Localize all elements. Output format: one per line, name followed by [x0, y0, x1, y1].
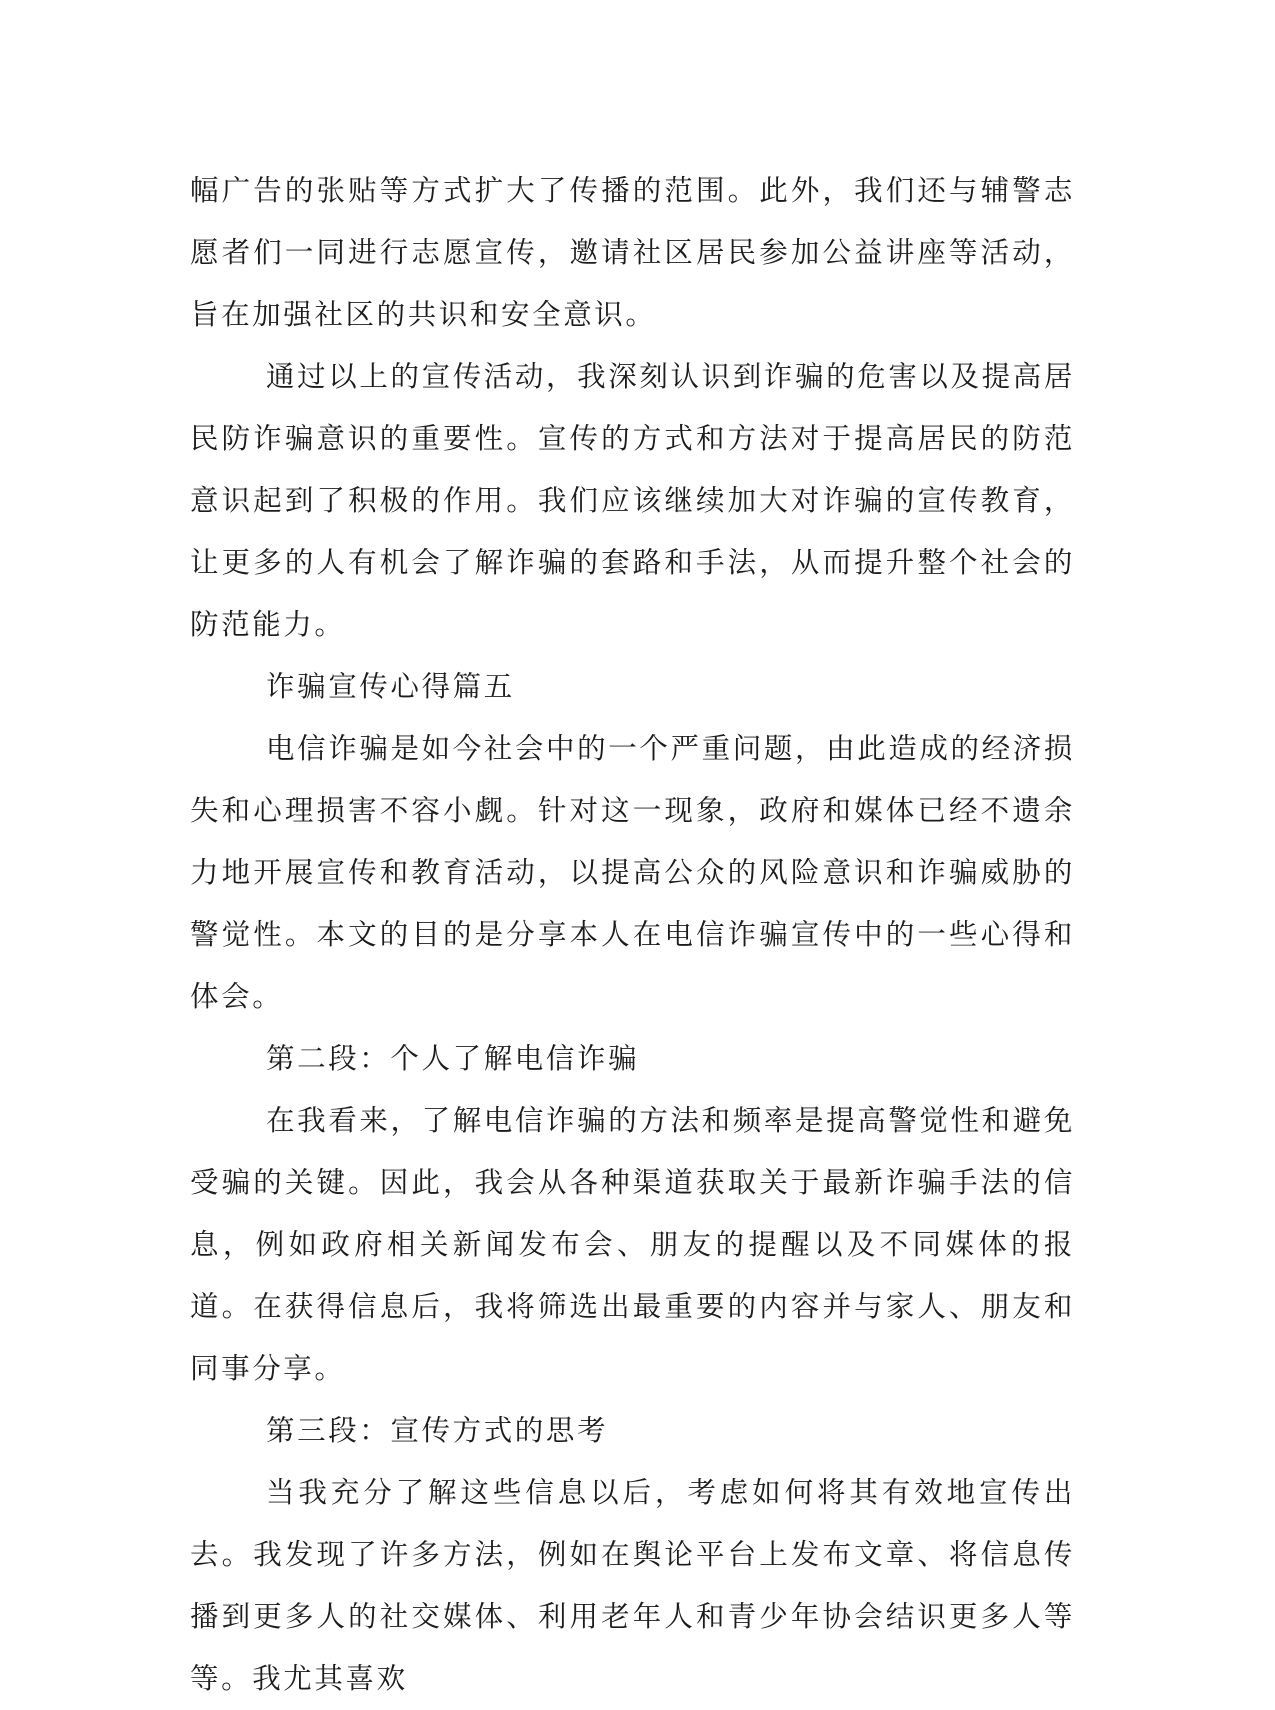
paragraph-continuation: 幅广告的张贴等方式扩大了传播的范围。此外，我们还与辅警志愿者们一同进行志愿宣传，邀请社区居民参加公益讲座等活动，旨在加强社区的共识和安全意识。: [190, 174, 1075, 331]
paragraph-understanding: 在我看来，了解电信诈骗的方法和频率是提高警觉性和避免受骗的关键。因此，我会从各种渠道获取关于最新诈骗手法的信息，例如政府相关新闻发布会、朋友的提醒以及不同媒体的报道。在获得信息后，我将筛选出最重要的内容并与家人、朋友和同事分享。: [190, 1104, 1075, 1385]
section-heading-third: 第三段：宣传方式的思考: [266, 1414, 609, 1447]
section-heading-second: 第二段：个人了解电信诈骗: [266, 1042, 640, 1075]
document-body: [190, 160, 1075, 1710]
section-heading-part-five: 诈骗宣传心得篇五: [266, 670, 515, 703]
paragraph-reflection: 通过以上的宣传活动，我深刻认识到诈骗的危害以及提高居民防诈骗意识的重要性。宣传的方式和方法对于提高居民的防范意识起到了积极的作用。我们应该继续加大对诈骗的宣传教育，让更多的人有机会了解诈骗的套路和手法，从而提升整个社会的防范能力。: [190, 360, 1075, 641]
paragraph-intro: 电信诈骗是如今社会中的一个严重问题，由此造成的经济损失和心理损害不容小觑。针对这一现象，政府和媒体已经不遗余力地开展宣传和教育活动，以提高公众的风险意识和诈骗威胁的警觉性。本文的目的是分享本人在电信诈骗宣传中的一些心得和体会。: [190, 732, 1075, 1013]
paragraph-methods: 当我充分了解这些信息以后，考虑如何将其有效地宣传出去。我发现了许多方法，例如在舆论平台上发布文章、将信息传播到更多人的社交媒体、利用老年人和青少年协会结识更多人等等。我尤其喜欢: [190, 1476, 1075, 1695]
